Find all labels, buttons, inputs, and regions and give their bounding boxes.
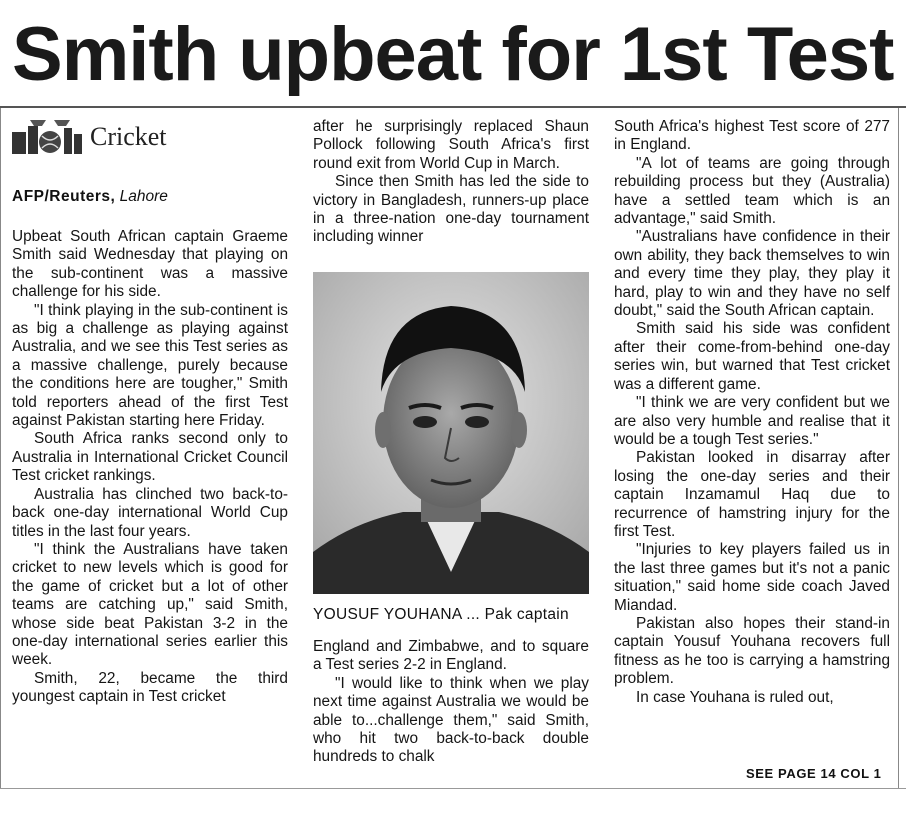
paragraph: "A lot of teams are going through rebuilding process but they (Australia) have a settled team which is an advantage," said Smith.	[614, 154, 890, 228]
paragraph: "I would like to think when we play next time against Australia we would be able to...challenge them," said Smith, who hit two back-to-back double hundreds to chalk	[313, 674, 589, 766]
top-rule	[0, 106, 906, 108]
paragraph: Australia has clinched two back-to-back one-day international World Cup titles in the last four years.	[12, 485, 288, 540]
bottom-rule	[0, 788, 906, 789]
paragraph: Smith said his side was confident after their come-from-behind one-day series win, but warned that Test cricket was a different game.	[614, 320, 890, 393]
headline: Smith upbeat for 1st Test	[12, 12, 894, 97]
paragraph: Upbeat South African captain Graeme Smith said Wednesday that playing on the sub-continent was a massive challenge for his side.	[12, 228, 288, 301]
section-label: Cricket	[90, 122, 167, 151]
byline	[12, 188, 168, 206]
left-border	[0, 108, 1, 788]
paragraph: Pakistan also hopes their stand-in captain Yousuf Youhana recovers full fitness as he too is carrying a hamstring problem.	[614, 614, 890, 688]
paragraph: "I think the Australians have taken cricket to new levels which is good for the game of cricket but a lot of other teams are catching up," said Smith, whose side beat Pakistan 3-2 in the one-day international series earlier this week.	[12, 540, 288, 669]
paragraph: England and Zimbabwe, and to square a Test series 2-2 in England.	[313, 638, 589, 674]
paragraph: "Australians have confidence in their own ability, they back themselves to win and every time they play, they play it hard, play to win and they have no self doubt," said the South African captain.	[614, 228, 890, 320]
continuation-note: SEE PAGE 14 COL 1	[746, 766, 882, 781]
article-column-3	[614, 118, 890, 707]
article-column-2-top	[313, 118, 589, 247]
paragraph: after he surprisingly replaced Shaun Pollock following South Africa's first round exit from World Cup in March.	[313, 118, 589, 172]
byline-agency: AFP/Reuters,	[12, 188, 116, 205]
paragraph: "Injuries to key players failed us in the last three games but it's not a panic situation," said home side coach Javed Miandad.	[614, 541, 890, 614]
right-border	[898, 108, 899, 788]
section-header	[12, 118, 288, 158]
paragraph: Since then Smith has led the side to victory in Bangladesh, runners-up place in a three-nation one-day tournament including winner	[313, 173, 589, 246]
photo-caption: YOUSUF YOUHANA ... Pak captain	[313, 606, 569, 623]
article-column-1	[12, 228, 288, 707]
article-column-2-bottom	[313, 638, 589, 767]
paragraph: South Africa's highest Test score of 277 in England.	[614, 118, 890, 154]
paragraph: "I think playing in the sub-continent is as big a challenge as playing against Australia, and we see this Test series as a massive challenge, purely because the conditions here are tougher," Smith told reporters ahead of the first Test against Pakistan starting here Friday.	[12, 301, 288, 430]
paragraph: South Africa ranks second only to Australia in International Cricket Council Test cricket rankings.	[12, 430, 288, 485]
paragraph: Pakistan looked in disarray after losing the one-day series and their captain Inzamamul Haq due to recurrence of hamstring injury for the first Test.	[614, 449, 890, 540]
paragraph: "I think we are very confident but we are also very humble and realise that it would be a tough Test series."	[614, 394, 890, 448]
player-photo	[313, 272, 589, 594]
cricket-bat-ball-icon	[12, 118, 86, 156]
paragraph: Smith, 22, became the third youngest captain in Test cricket	[12, 669, 288, 706]
byline-place: Lahore	[119, 188, 168, 205]
paragraph: In case Youhana is ruled out,	[636, 688, 834, 706]
